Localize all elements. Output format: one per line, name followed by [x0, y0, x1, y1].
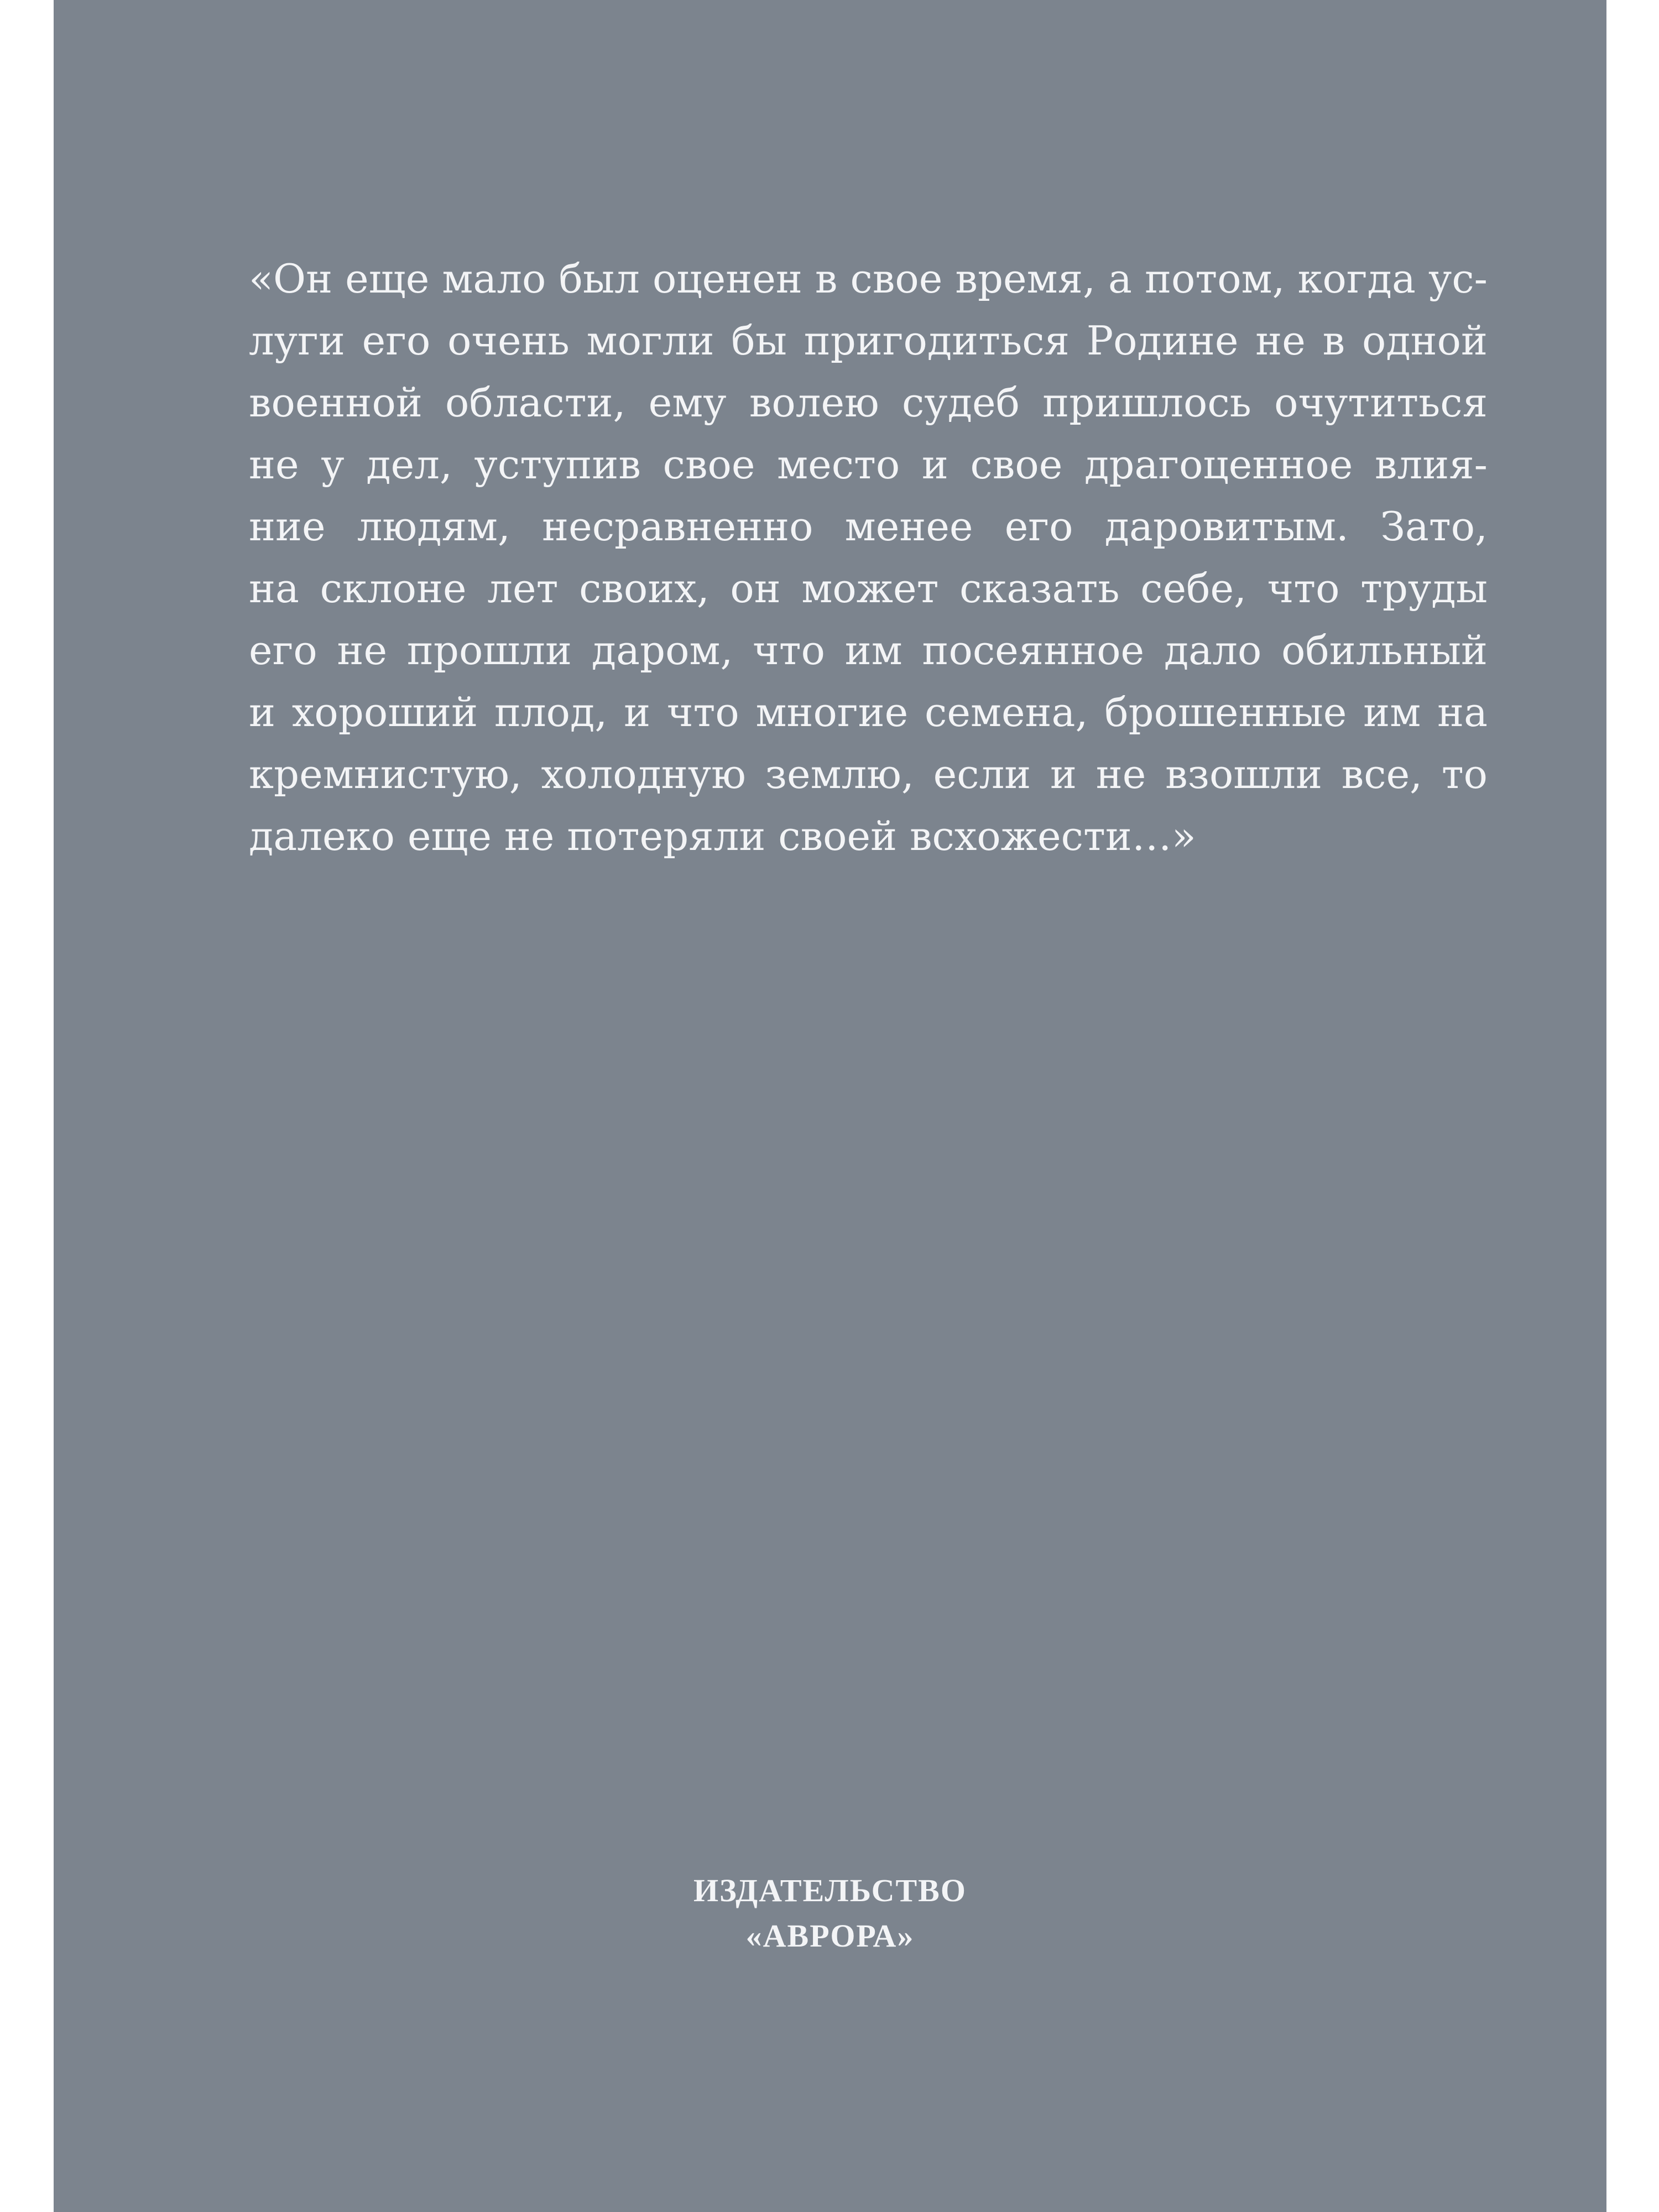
quote-line: далеко еще не потеряли своей всхожести…» [249, 813, 1196, 859]
quote-line: военной области, ему волею судеб пришлось очутиться [249, 379, 1488, 426]
quote-line: луги его очень могли бы пригодиться Родине не в одной [249, 317, 1488, 364]
quote-line: на склоне лет своих, он может сказать себе, что труды [249, 565, 1488, 612]
quote-line: не у дел, уступив свое место и свое драгоценное влия- [249, 441, 1488, 488]
publisher-label: ИЗДАТЕЛЬСТВО [693, 1872, 967, 1908]
quote-line: его не прошли даром, что им посеянное дало обильный [249, 627, 1488, 674]
cover-quote [249, 248, 1488, 867]
quote-line: «Он еще мало был оценен в свое время, а потом, когда ус- [249, 255, 1488, 302]
publisher-name: «АВРОРА» [745, 1918, 915, 1954]
quote-line: кремнистую, холодную землю, если и не взошли все, то [249, 751, 1488, 797]
quote-line: ние людям, несравненно менее его даровитым. Зато, [249, 503, 1488, 550]
publisher-imprint [54, 1868, 1606, 1959]
quote-line: и хороший плод, и что многие семена, брошенные им на [249, 689, 1488, 735]
